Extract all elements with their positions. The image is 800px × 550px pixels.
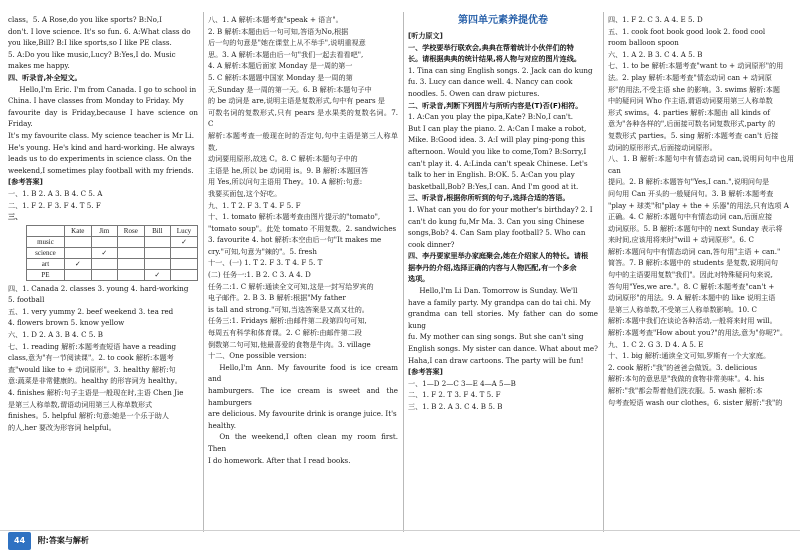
text-line: He's young. He's kind and hard-working. He always [8,142,195,152]
text-line: 问句用 Can 开头的一般疑问句。3. B 解析:本题考查 [608,188,774,198]
text-line: 答句用"Yes,we are."。8. C 解析:本题考查"can't + [608,281,775,291]
text-line: 1. A:Can you play the pipa,Kate? B:No,I can't. [408,112,573,122]
text-line: [听力原文] [408,31,443,40]
table-cell: ✓ [144,269,170,280]
text-line: 动词原形"的用法。9. A 解析:本题中的 like 说明主语 [608,293,776,303]
text-line: 电子邮件。2. B 3. B 解析:根据"My father [208,293,346,303]
text-line: 解析:本句的意思是"我做的食物非常美味"。4. his [608,374,765,384]
text-line: 用 Yes,所以问句主语用 They。10. A 解析:句意: [208,177,363,187]
text-line: 倒数第二句可知,他最喜爱的食物是牛肉。3. village [208,339,371,349]
text-line: It's my favourite class. My science teacher is Mr Li. [8,130,194,140]
text-line: don't. I love science. It's so fun. 6. A:What class do [8,26,191,36]
page-number: 44 [8,532,31,550]
text-line: healthy. [208,420,237,430]
table-row-label: PE [27,269,65,280]
table-row [27,258,198,269]
text-line: 提问。2. B 解析:本题答句"Yes,I can.",说明问句是 [608,177,770,187]
text-line: 六、1. D 2. A 3. B 4. C 5. B [8,330,103,340]
text-line: 复数形式 parties。5. sing 解析:本题考查 can't 后接 [608,130,779,140]
text-line: 解析:本题中我们在谈论各种活动,一般将来时用 will。 [608,316,777,326]
table-cell: ✓ [64,258,91,269]
text-line: 四、李丹要家里举办家庭聚会,她在介绍家人的特长。请根 [408,251,589,261]
text-line: 二、1. F 2. F 3. F 4. T 5. F [8,200,101,210]
text-line: "play + 球类"和"play + the + 乐器"的用法,只有选项 A [608,200,789,210]
text-line: 动词要用原形,故选 C。8. C 解析:本题句子中的 [208,154,358,164]
text-line: afternoon. Would you like to come,Tom? B:Sorry,I [408,146,587,156]
text-line: 简答。7. B 解析:本题中的 students 是复数,说明问句 [608,258,779,268]
table-cell [117,269,144,280]
text-line: 形式 swims。4. parties 解析:本题由 all kinds of [608,107,770,117]
text-line: 三、1. B 2. A 3. C 4. B 5. B [408,402,503,411]
text-line: 一、1—D 2—C 3—E 4—A 5—B [408,378,516,388]
text-line: favourite day is Friday,because I have science on Friday. [8,107,198,129]
table-cell [117,258,144,269]
text-line: Haha,I can draw cartoons. The party will be fun! [408,355,584,365]
table-cell [117,247,144,258]
table-cell [171,269,198,280]
text-line: fu. My mother can sing songs. But she can't sing [408,332,584,342]
text-line: 十、1. tomato 解析:本题考查由图片提示的"tomato", [208,212,381,222]
text-line: 任务三:1. Fridays 解析:由邮件第二段第四句可知, [208,316,367,326]
table-cell [91,269,117,280]
table-cell [91,258,117,269]
table-header-row [27,225,198,236]
table-cell [144,236,170,247]
text-line: 4. flowers brown 5. know yellow [8,318,125,328]
text-line: 一、1. B 2. A 3. B 4. C 5. A [8,188,103,198]
text-line: 法。2. play 解析:本题考查"情态动词 can + 动词原 [608,72,772,82]
text-line: 九、1. T 2. F 3. T 4. F 5. F [208,200,301,210]
text-line: class,意为"有一节阅读课"。2. to cook 解析:本题考 [8,353,174,363]
text-line: you like,Bill? B:I like sports,so I like PE class. [8,38,172,48]
text-line: 解析:本题问句中有情态动词 can,答句用"主语 + can." [608,246,781,256]
text-line: 解析:"我"都会帮着他们洗衣服。5. wash 解析:本 [608,386,763,395]
text-line: weekend,I sometimes play football with my friends. [8,165,194,175]
text-line: (二) 任务一:1. B 2. C 3. A 4. D [208,270,311,280]
text-line: 形"的用法,不受主语 she 的影响。3. swims 解析:本题 [608,84,780,94]
text-line: But I can play the piano. 2. A:Can I make a robot, [408,123,587,133]
text-line: grandma can tell stories. My father can do some kung [408,309,598,330]
text-line: On the weekend,I often clean my room first. Then [208,432,398,453]
text-line: 五、1. very yummy 2. beef weekend 3. tea red [8,306,174,316]
table-label: 三、 [8,212,23,222]
text-line: 2. cook 解析:"我"的爸爸会做饭。3. delicious [608,362,757,372]
text-line: 动词原形。5. B 解析:本题句中的 next Sunday 表示将 [608,223,783,233]
text-line: 三、听录音,根据你所听到的句子,选择合适的答语。 [408,193,570,203]
table-header-cell: Lucy [171,225,198,236]
table-cell: ✓ [91,247,117,258]
text-line: 四、1. Canada 2. classes 3. young 4. hard-working [8,283,189,293]
table-cell [144,258,170,269]
text-line: 是第三人称单数,不受第三人称单数影响。10. C [608,304,757,314]
table-cell: ✓ [171,236,198,247]
table-cell [144,247,170,258]
text-line: class。5. A Rose,do you like sports? B:No,I [8,15,162,24]
text-line: 十、1. big 解析:通读全文可知,罗斯有一个大家庭。 [608,351,771,361]
table-cell [91,236,117,247]
text-line: 解析:本题考查一般现在时的否定句,句中主语是第三人称单数, [208,130,398,152]
text-line: talk to her in English. B:OK. 5. A:Can you play [408,170,575,180]
text-line: cry."可知,句意为"辣的"。5. fresh [208,246,317,256]
text-line: 意:蔬菜是非常健康的。healthy 的形容词为 healthy。 [8,376,182,386]
text-line: 八、1. B 解析:本题句中有情态动词 can,说明问句中也用 can [608,154,794,175]
text-line: are delicious. My favourite drink is orange juice. It's [208,409,397,419]
text-line: 四、1. F 2. C 3. A 4. E 5. D [608,15,703,24]
text-line: 五、1. cook foot book good look 2. food cool [608,26,766,36]
text-line: room balloon spoon [608,38,679,48]
text-line: 句中的主语要用复数"我们"。因此对特殊疑问句来说, [608,270,773,280]
text-line: 1. What can you do for your mother's birthday? 2. I [408,204,593,214]
text-line: 可数名词的复数形式,只有 pears 是水果类的复数名词。7. C [208,107,398,129]
text-line: 3. favourite 4. hot 解析:本空由后一句"It makes me [208,235,382,245]
text-line: 正确。4. C 解析:本题句中有情态动词 can,后面应接 [608,212,773,222]
text-line: fu. 3. Lucy can dance well. 4. Nancy can cook [408,77,573,87]
text-line: 1. Tina can sing English songs. 2. Jack can do kung [408,65,593,75]
text-line: makes me happy. [8,61,70,71]
text-line: 动词的原形形式,后面接动词原形。 [608,142,717,152]
text-line: 主语是 he,所以 be 动词用 is。9. B 解析:本题回答 [208,165,368,175]
column-1 [8,14,198,528]
answer-table-block [8,211,198,281]
text-line: 据李丹的介绍,选择正确的内容与人物匹配,有一个多余 [408,262,577,272]
table-header-cell [27,225,65,236]
column-2-text [208,14,398,466]
table-row [27,236,198,247]
column-4-text [608,14,794,408]
column-divider [403,12,404,532]
column-1-bottom-text [8,283,198,434]
table-cell [171,258,198,269]
page-footer [0,532,260,550]
text-line: 5. A:Do you like music,Lucy? B:Yes,I do. Music [8,49,176,59]
table-row [27,247,198,258]
text-line: hamburgers. The ice cream is sweet and the hamburgers [208,386,398,407]
text-line: 是第三人称单数,谓语动词用第三人称单数形式 [8,399,153,409]
text-line: 4. A 解析:本题后面家 Monday 是一周的第一 [208,61,353,71]
column-divider [603,12,604,532]
text-line: "tomato soup"。此处 tomato 不用复数。2. sandwiches [208,223,397,233]
text-line: 每周五有科学和体育课。2. C 解析:由邮件第二段 [208,328,362,338]
text-line: 八、1. A 解析:本题考查"speak + 语言"。 [208,15,343,24]
table-cell [117,236,144,247]
text-line: is tall and strong."可知,当选答案是又高又壮的。 [208,304,369,314]
text-line: 5. football [8,295,45,305]
text-line: 十二、One possible version: [208,351,307,361]
text-line: 的人,her 要改为形容词 helpful。 [8,422,116,432]
text-line: 来时间,应该用将来时"will + 动词原形"。6. C [608,235,754,245]
text-line: 天,Sunday 是一周的第一天。6. B 解析:本题句子中 [208,84,372,94]
text-line: cook dinner? [408,239,455,249]
table-header-cell: Bill [144,225,170,236]
column-3-text [408,30,598,413]
table-row-label: music [27,236,65,247]
table-row-label: art [27,258,65,269]
text-line: 5. C 解析:本题题中国家 Monday 是一周的第 [208,72,353,82]
text-line: 选项。 [408,274,430,284]
footer-title: 附:答案与解析 [37,536,89,545]
answer-table [26,225,198,281]
table-row-label: science [27,247,65,258]
table-cell [171,247,198,258]
text-line: [参考答案] [8,177,43,187]
text-line: China. I have classes from Monday to Friday. My [8,96,184,106]
text-line: 一、学校要举行联欢会,典典在帮着统计小伙伴们的特 [408,42,574,52]
table-cell [64,247,91,258]
text-line: [参考答案] [408,367,443,377]
text-line: 长。请根据典典的统计结果,将人物与对应的图片连线。 [408,54,581,64]
table-header-cell: Jim [91,225,117,236]
column-3 [408,14,598,528]
table-cell [64,269,91,280]
text-line: basketball,Bob? B:Yes,I can. And I'm good at it. [408,181,579,191]
text-line: Mike. B:Good idea. 3. A:I will play ping-pong this [408,135,585,145]
text-line: Hello,I'm Ann. My favourite food is ice cream and [208,362,398,384]
text-line: 2. B 解析:本题由后一句可知,答语为No,根据 [208,26,349,36]
text-line: 中的疑问词 Who 作主语,谓语动词要用第三人称单数 [608,96,773,106]
text-line: 4. finishes 解析:句子主语是一般现在时,主语 Chen Jie [8,388,184,398]
text-line: 七、1. reading 解析:本题考查短语 have a reading [8,341,177,351]
text-line: 解析:本题考查"How about you?"的用法,意为"你呢?"。 [608,328,787,338]
text-line: can't do kung fu,Mr Ma. 3. Can you sing Chinese [408,216,585,226]
text-line: 我要买面包,这个好吃。 [208,188,282,198]
text-line: have a family party. My grandpa can do tai chi. My [408,297,591,307]
text-line: 后一句的句意是"她在课堂上从不举手",说明重视意 [208,38,366,48]
text-line: 九、1. C 2. G 3. D 4. A 5. E [608,339,704,349]
text-line: Hello,I'm Eric. I'm from Canada. I go to school in [19,84,197,94]
column-divider [203,12,204,532]
text-line: 二、1. F 2. T 3. F 4. T 5. F [408,390,501,400]
text-line: noodles. 5. Owen can draw pictures. [408,88,540,98]
text-line: 查"would like to + 动词原形"。3. healthy 解析:句 [8,364,176,374]
column-4 [608,14,794,528]
text-line: 任务二:1. C 解析:通读全文可知,这是一封写给罗宾的 [208,281,374,291]
text-line: I do homework. After that I read books. [208,455,351,465]
text-line: 的 be 动词是 are,说明主语是复数形式,句中有 pears 是 [208,96,385,106]
footer-rule [0,530,800,531]
text-line: leads us to do experiments in science class. On the [8,154,192,164]
table-header-cell: Kate [64,225,91,236]
text-line: 六、1. A 2. B 3. C 4. A 5. B [608,49,703,59]
table-cell [64,236,91,247]
text-line: English songs. My sister can dance. What about me? [408,344,598,354]
text-line: finishes。5. helpful 解析:句意:她是一个乐于助人 [8,411,169,421]
text-line: 二、听录音,判断下列图片与所听内容是(T)否(F)相符。 [408,100,583,110]
column-1-top-text [8,14,198,211]
text-line: songs,Bob? 4. Can Sam play football? 5. Who can [408,228,586,238]
text-line: 四、听录音,补全短文。 [8,72,82,82]
text-line: Hello,I'm Li Dan. Tomorrow is Sunday. We'll [419,286,578,296]
unit-title: 第四单元素养提优卷 [458,15,548,26]
text-line: 七、1. to be 解析:本题考查"want to + 动词原形"的用 [608,61,784,71]
column-2 [208,14,398,528]
text-line: can't play it. 4. A:Linda can't speak Chinese. Let's [408,158,588,168]
table-header-cell: Rose [117,225,144,236]
table-row [27,269,198,280]
text-line: 十一、(一) 1. T 2. F 3. T 4. F 5. T [208,258,323,268]
text-line: 思。3. A 解析:本题由后一句"我们一起去看看吧", [208,49,364,59]
text-line: 句考查短语 wash our clothes。6. sister 解析:"我"的 [608,397,783,407]
text-line: 意为"各种各样的",后面接可数名词复数形式,party 的 [608,119,776,129]
